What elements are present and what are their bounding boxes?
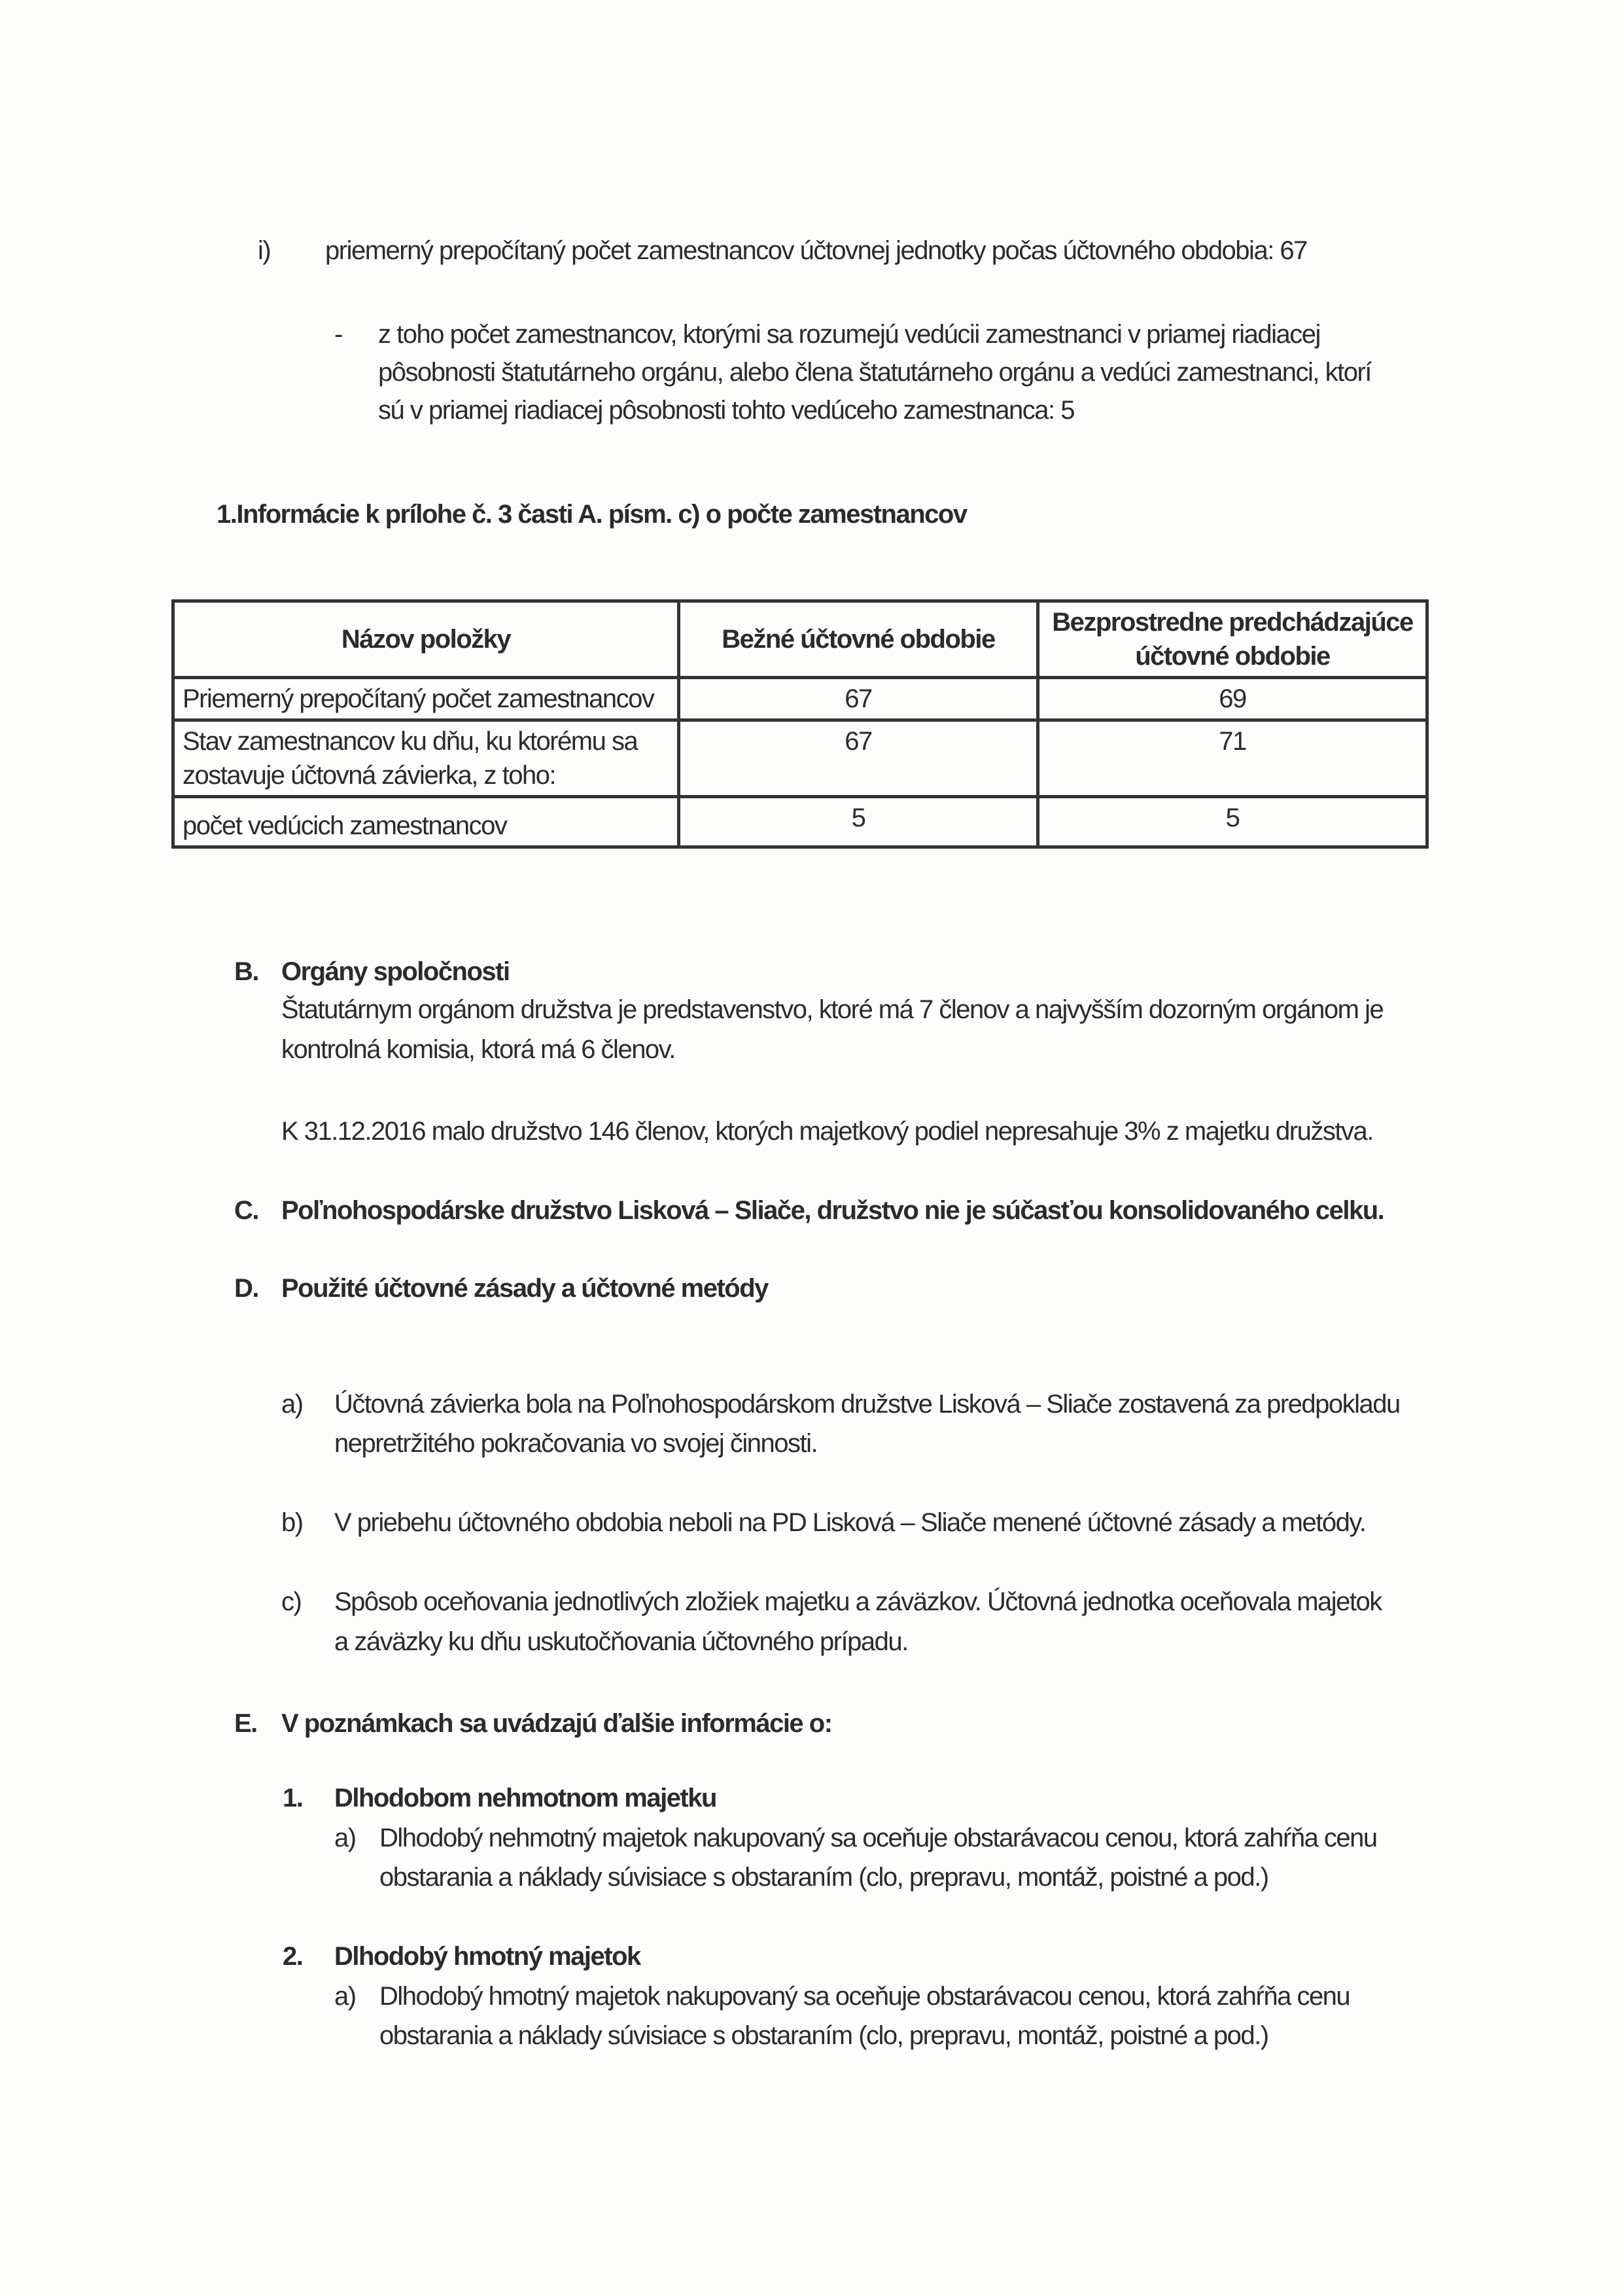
e-item-line: obstarania a náklady súvisiace s obstaraním (clo, prepravu, montáž, poistné a pod.)	[379, 1863, 1268, 1892]
section-c-label: C.	[234, 1196, 258, 1225]
section-b-line: Štatutárnym orgánom družstva je predstavenstvo, ktoré má 7 členov a najvyšším dozorným orgánom je	[281, 995, 1384, 1024]
item-i-label: i)	[258, 236, 271, 265]
section-b-line: kontrolná komisia, ktorá má 6 členov.	[281, 1035, 675, 1064]
d-item-line: Účtovná závierka bola na Poľnohospodárskom družstve Lisková – Sliače zostavená za predpokladu	[334, 1390, 1400, 1419]
d-item-line: nepretržitého pokračovania vo svojej činnosti.	[334, 1429, 818, 1458]
row-label: Stav zamestnancov ku dňu, ku ktorému sa zostavuje účtovná závierka, z toho:	[173, 720, 679, 797]
row-label: počet vedúcich zamestnancov	[173, 797, 679, 847]
section-d-label: D.	[234, 1274, 258, 1303]
row-label: Priemerný prepočítaný počet zamestnancov	[173, 678, 679, 720]
table-row	[173, 797, 1427, 847]
row-current: 5	[679, 797, 1038, 847]
e-sub-num: 2.	[283, 1942, 303, 1971]
e-sub-title: Dlhodobom nehmotnom majetku	[334, 1784, 716, 1812]
row-current: 67	[679, 720, 1038, 797]
item-i-text: priemerný prepočítaný počet zamestnancov účtovnej jednotky počas účtovného obdobia: 67	[325, 236, 1307, 265]
section-d-title: Použité účtovné zásady a účtovné metódy	[281, 1274, 768, 1303]
section-b-label: B.	[234, 957, 258, 986]
e-sub-title: Dlhodobý hmotný majetok	[334, 1942, 640, 1971]
e-item-label: a)	[334, 1982, 356, 2011]
header-item-name: Názov položky	[173, 601, 679, 678]
d-item-line: V priebehu účtovného obdobia neboli na PD Lisková – Sliače menené účtovné zásady a metódy.	[334, 1508, 1366, 1537]
sub-bullet: -	[334, 320, 342, 349]
employees-table	[171, 599, 1429, 849]
table-row	[173, 678, 1427, 720]
d-item-label: c)	[281, 1587, 302, 1616]
e-item-line: Dlhodobý hmotný majetok nakupovaný sa oceňuje obstarávacou cenou, ktorá zahŕňa cenu	[379, 1982, 1350, 2011]
section-e-title: V poznámkach sa uvádzajú ďalšie informácie o:	[281, 1709, 832, 1738]
row-current: 67	[679, 678, 1038, 720]
sub-line: sú v priamej riadiacej pôsobnosti tohto vedúceho zamestnanca: 5	[378, 396, 1074, 425]
section-e-label: E.	[234, 1709, 257, 1738]
row-previous: 5	[1038, 797, 1427, 847]
e-item-line: Dlhodobý nehmotný majetok nakupovaný sa oceňuje obstarávacou cenou, ktorá zahŕňa cenu	[379, 1824, 1377, 1852]
e-item-label: a)	[334, 1824, 356, 1852]
d-item-label: b)	[281, 1508, 303, 1537]
row-previous: 69	[1038, 678, 1427, 720]
e-sub-num: 1.	[283, 1784, 303, 1812]
d-item-line: Spôsob oceňovania jednotlivých zložiek majetku a záväzkov. Účtovná jednotka oceňovala majetok	[334, 1587, 1382, 1616]
sub-line: pôsobnosti štatutárneho orgánu, alebo člena štatutárneho orgánu a vedúci zamestnanci, ktorí	[378, 358, 1371, 387]
e-item-line: obstarania a náklady súvisiace s obstaraním (clo, prepravu, montáž, poistné a pod.)	[379, 2021, 1268, 2050]
table-row	[173, 720, 1427, 797]
d-item-label: a)	[281, 1390, 303, 1419]
table-header-row	[173, 601, 1427, 678]
section-heading: 1.Informácie k prílohe č. 3 časti A. písm. c) o počte zamestnancov	[217, 500, 967, 529]
section-c-title: Poľnohospodárske družstvo Lisková – Sliače, družstvo nie je súčasťou konsolidovaného celku.	[281, 1196, 1384, 1225]
sub-line: z toho počet zamestnancov, ktorými sa rozumejú vedúcii zamestnanci v priamej riadiacej	[378, 320, 1320, 349]
section-b-note: K 31.12.2016 malo družstvo 146 členov, ktorých majetkový podiel nepresahuje 3% z majetku družstva.	[281, 1117, 1373, 1146]
header-previous-period: Bezprostredne predchádzajúce účtovné obdobie	[1038, 601, 1427, 678]
d-item-line: a záväzky ku dňu uskutočňovania účtovného prípadu.	[334, 1627, 908, 1656]
section-b-title: Orgány spoločnosti	[281, 957, 510, 986]
row-previous: 71	[1038, 720, 1427, 797]
header-current-period: Bežné účtovné obdobie	[679, 601, 1038, 678]
